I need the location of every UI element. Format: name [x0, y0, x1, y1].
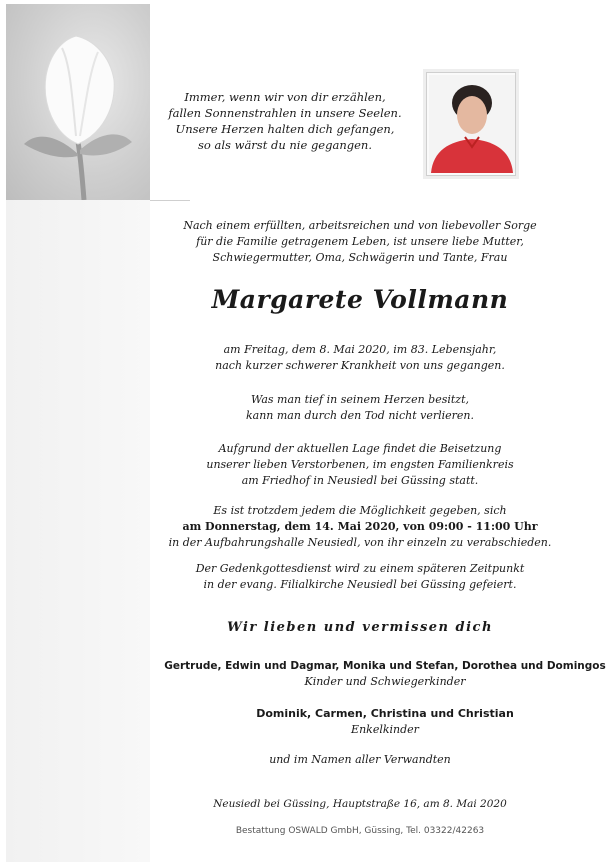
burial-info: Aufgrund der aktuellen Lage findet die Beisetzung unserer lieben Verstorbenen, im engsten Familienkreis am Friedhof in Neusiedl bei Güssing statt. [206, 442, 514, 487]
children-block [150, 658, 614, 690]
white-rose-icon [6, 4, 150, 200]
funeral-home-footer: Bestattung OSWALD GmbH, Güssing, Tel. 03322/42263 [235, 826, 485, 836]
portrait-photo [426, 72, 516, 176]
relatives-line: und im Namen aller Verwandten [269, 753, 451, 766]
divider-line [150, 200, 190, 201]
memorial-service: Der Gedenkgottesdienst wird zu einem späteren Zeitpunkt in der evang. Filialkirche Neusiedl bei Güssing gefeiert. [195, 562, 525, 591]
grandchildren-block [150, 706, 614, 738]
children-names: Gertrude, Edwin und Dagmar, Monika und Stefan, Dorothea und Domingos [164, 660, 606, 672]
death-notice: am Freitag, dem 8. Mai 2020, im 83. Lebensjahr, nach kurzer schwerer Krankheit von uns gegangen. [215, 343, 505, 372]
motto: Wir lieben und vermissen dich [227, 620, 493, 635]
grandchildren-role: Enkelkinder [351, 723, 419, 736]
deceased-name: Margarete Vollmann [211, 285, 509, 314]
place-date: Neusiedl bei Güssing, Hauptstraße 16, am 8. Mai 2020 [213, 798, 507, 810]
quote: Was man tief in seinem Herzen besitzt, kann man durch den Tod nicht verlieren. [245, 393, 474, 422]
rose-image [6, 4, 150, 200]
children-role: Kinder und Schwiegerkinder [304, 675, 466, 688]
intro-text: Nach einem erfüllten, arbeitsreichen und von liebevoller Sorge für die Familie getragenem Leben, ist unsere liebe Mutter, Schwiegermutter, Oma, Schwägerin und Tante, Frau [183, 219, 537, 264]
grandchildren-names: Dominik, Carmen, Christina und Christian [256, 707, 514, 720]
portrait-icon [429, 75, 515, 173]
poem: Immer, wenn wir von dir erzählen, fallen Sonnenstrahlen in unsere Seelen. Unsere Herzen halten dich gefangen, so als wärst du nie gegangen. [168, 90, 402, 152]
farewell-info: Es ist trotzdem jedem die Möglichkeit gegeben, sich am Donnerstag, dem 14. Mai 2020, von 09:00 - 11:00 Uhr in der Aufbahrungshalle Neusiedl, von ihr einzeln zu verabschieden. [160, 503, 560, 551]
farewell-date: am Donnerstag, dem 14. Mai 2020, von 09:00 - 11:00 Uhr [182, 520, 538, 533]
